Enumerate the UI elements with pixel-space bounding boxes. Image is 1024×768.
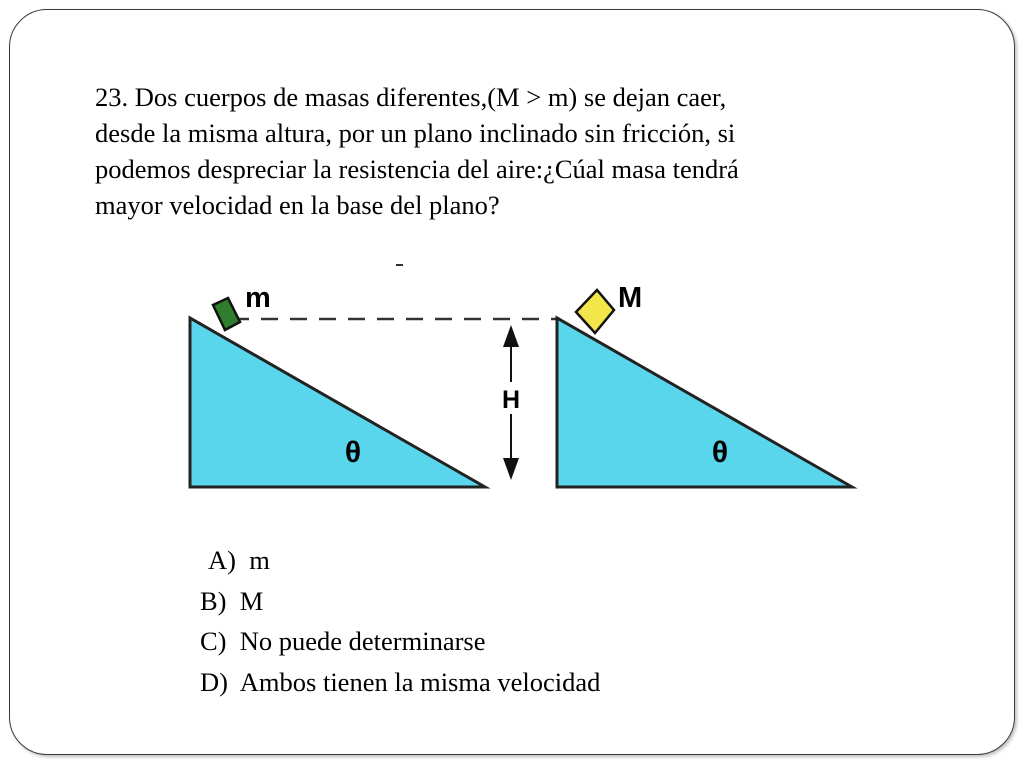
option-letter: A) <box>208 545 236 575</box>
mass-m-label: m <box>245 282 271 314</box>
mass-M-block <box>576 290 614 333</box>
option-d[interactable] <box>200 662 600 703</box>
right-angle-label: θ <box>711 436 729 469</box>
option-a[interactable] <box>200 540 600 581</box>
height-label: H <box>501 386 521 414</box>
option-letter: D) <box>200 666 228 697</box>
mass-M-label: M <box>618 282 643 314</box>
left-incline <box>190 318 485 487</box>
answer-options <box>200 540 600 702</box>
question-line: mayor velocidad en la base del plano? <box>95 190 500 220</box>
mass-m-block <box>213 298 240 330</box>
height-arrow-up-head <box>503 325 519 347</box>
option-letter: B) <box>200 585 227 616</box>
question-line: podemos despreciar la resistencia del aire:¿Cúal masa tendrá <box>95 154 739 184</box>
option-b[interactable] <box>200 581 600 622</box>
option-text: M <box>239 585 264 616</box>
option-text: No puede determinarse <box>239 626 486 656</box>
option-text: m <box>249 545 270 575</box>
option-text: Ambos tienen la misma velocidad <box>239 666 601 697</box>
question-line: desde la misma altura, por un plano inclinado sin fricción, si <box>95 118 736 148</box>
left-angle-label: θ <box>344 436 362 469</box>
option-c[interactable] <box>200 621 600 662</box>
right-incline <box>557 318 852 487</box>
height-arrow-down-head <box>503 458 519 480</box>
option-letter: C) <box>200 626 227 656</box>
question-line: 23. Dos cuerpos de masas diferentes,(M > m) se dejan caer, <box>95 82 727 112</box>
